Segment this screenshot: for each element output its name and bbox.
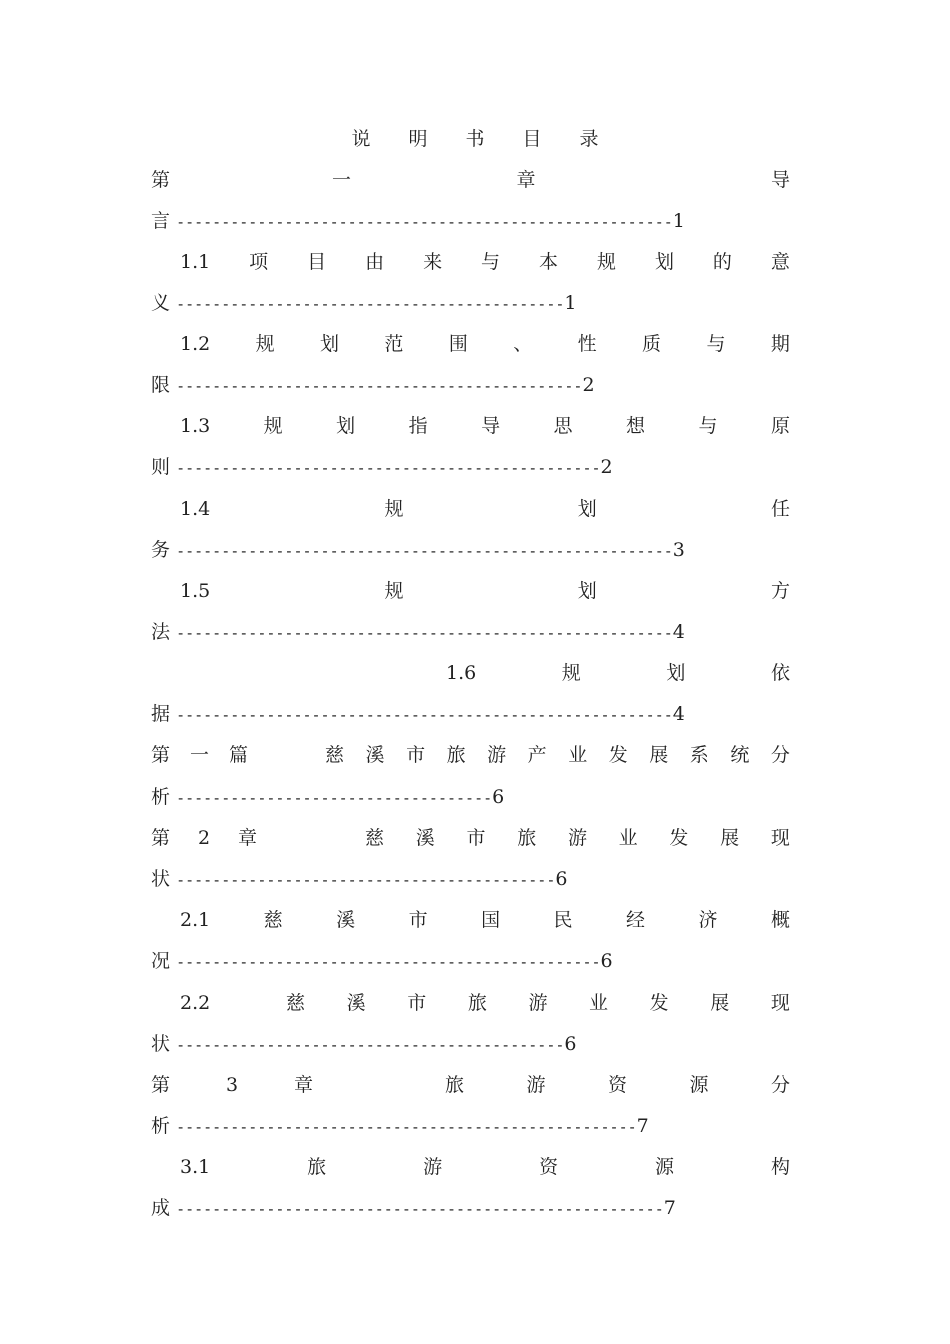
toc-dashes: ------------------------------------------------------- bbox=[176, 706, 673, 724]
toc-token: 统 bbox=[730, 744, 750, 766]
toc-token: 发 bbox=[608, 744, 628, 766]
toc-dashes: ------------------------------------------ bbox=[176, 871, 556, 889]
toc-page-number: 4 bbox=[672, 621, 685, 643]
toc-leader-line bbox=[151, 452, 613, 482]
toc-entry-chapter bbox=[151, 823, 790, 853]
toc-page-number: 6 bbox=[564, 1033, 577, 1055]
toc-token: 划 bbox=[577, 498, 597, 520]
toc-dashes: ----------------------------------- bbox=[176, 789, 493, 807]
toc-leader-line bbox=[151, 946, 613, 976]
toc-token: 指 bbox=[408, 415, 428, 437]
toc-dashes: ----------------------------------------------- bbox=[176, 953, 601, 971]
toc-token: 源 bbox=[655, 1156, 675, 1178]
toc-chapter-prefix bbox=[151, 823, 257, 853]
toc-token: 章 bbox=[237, 827, 257, 849]
toc-token: 法 bbox=[151, 621, 171, 643]
toc-entry bbox=[180, 494, 790, 524]
toc-page-number: 2 bbox=[600, 456, 613, 478]
toc-token: 性 bbox=[577, 333, 597, 355]
toc-token: 分 bbox=[770, 1074, 790, 1096]
toc-token: 资 bbox=[607, 1074, 627, 1096]
toc-token: 划 bbox=[336, 415, 356, 437]
toc-page-number: 1 bbox=[564, 292, 577, 314]
toc-token: 1.2 bbox=[180, 333, 211, 355]
toc-token: 义 bbox=[151, 292, 171, 314]
toc-token: 2 bbox=[197, 827, 211, 849]
toc-token: 目 bbox=[307, 251, 327, 273]
toc-token: 业 bbox=[568, 744, 588, 766]
toc-token: 国 bbox=[481, 909, 501, 931]
toc-token: 围 bbox=[448, 333, 468, 355]
toc-token: 发 bbox=[649, 992, 669, 1014]
toc-token: 第 bbox=[151, 827, 171, 849]
toc-chapter-title bbox=[445, 1070, 790, 1100]
toc-token: 期 bbox=[770, 333, 790, 355]
toc-token: 务 bbox=[151, 539, 171, 561]
toc-token: 划 bbox=[577, 580, 597, 602]
toc-token: 规 bbox=[263, 415, 283, 437]
toc-token: 导 bbox=[481, 415, 501, 437]
toc-token: 旅 bbox=[307, 1156, 327, 1178]
toc-leader-line bbox=[151, 206, 685, 236]
toc-leader-line bbox=[151, 617, 685, 647]
toc-token: 游 bbox=[423, 1156, 443, 1178]
document-title bbox=[0, 124, 950, 154]
toc-token: 第 bbox=[151, 169, 171, 191]
toc-token: 规 bbox=[384, 498, 404, 520]
toc-entry bbox=[180, 988, 790, 1018]
toc-dashes: --------------------------------------------- bbox=[176, 377, 583, 395]
toc-token: 旅 bbox=[445, 1074, 465, 1096]
toc-page-number: 2 bbox=[582, 374, 595, 396]
toc-token: 项 bbox=[249, 251, 269, 273]
toc-token: 慈 bbox=[286, 992, 306, 1014]
toc-token: 经 bbox=[626, 909, 646, 931]
toc-token: 原 bbox=[770, 415, 790, 437]
toc-token: 1.6 bbox=[446, 662, 477, 684]
toc-token: 2.2 bbox=[180, 992, 211, 1014]
toc-token: 现 bbox=[770, 992, 790, 1014]
toc-token: 划 bbox=[654, 251, 674, 273]
toc-entry-part bbox=[151, 740, 790, 770]
toc-token: 市 bbox=[407, 992, 427, 1014]
toc-token: 1.4 bbox=[180, 498, 211, 520]
toc-token: 慈 bbox=[365, 827, 385, 849]
toc-token: 慈 bbox=[263, 909, 283, 931]
toc-token: 现 bbox=[770, 827, 790, 849]
toc-token: 系 bbox=[689, 744, 709, 766]
toc-entry bbox=[180, 576, 790, 606]
toc-leader-line bbox=[151, 864, 567, 894]
toc-entry-chapter bbox=[151, 1070, 790, 1100]
toc-leader-line bbox=[151, 699, 685, 729]
toc-dashes: ------------------------------------------------------ bbox=[176, 1200, 664, 1218]
toc-token: 、 bbox=[513, 333, 533, 355]
toc-dashes: ----------------------------------------------- bbox=[176, 459, 601, 477]
toc-token: 济 bbox=[698, 909, 718, 931]
toc-token: 概 bbox=[770, 909, 790, 931]
toc-token: 1.1 bbox=[180, 251, 211, 273]
title-char: 目 bbox=[522, 128, 542, 150]
toc-token: 展 bbox=[649, 744, 669, 766]
toc-dashes: ------------------------------------------- bbox=[176, 295, 565, 313]
toc-token: 规 bbox=[596, 251, 616, 273]
toc-token: 限 bbox=[151, 374, 171, 396]
toc-token: 业 bbox=[589, 992, 609, 1014]
toc-token: 篇 bbox=[229, 744, 249, 766]
toc-part-prefix bbox=[151, 740, 248, 770]
toc-token: 本 bbox=[539, 251, 559, 273]
toc-token: 旅 bbox=[467, 992, 487, 1014]
toc-token: 与 bbox=[706, 333, 726, 355]
toc-token: 质 bbox=[642, 333, 662, 355]
toc-page-number: 1 bbox=[672, 210, 685, 232]
toc-token: 游 bbox=[567, 827, 587, 849]
toc-token: 与 bbox=[698, 415, 718, 437]
toc-token: 第 bbox=[151, 744, 171, 766]
toc-token: 3 bbox=[225, 1074, 239, 1096]
toc-token: 划 bbox=[666, 662, 686, 684]
toc-token: 言 bbox=[151, 210, 171, 232]
toc-token: 任 bbox=[770, 498, 790, 520]
toc-page-number: 6 bbox=[492, 786, 505, 808]
toc-token: 旅 bbox=[517, 827, 537, 849]
toc-token: 溪 bbox=[346, 992, 366, 1014]
title-char: 录 bbox=[579, 128, 599, 150]
toc-token: 民 bbox=[553, 909, 573, 931]
toc-dashes: ------------------------------------------------------- bbox=[176, 213, 673, 231]
toc-token: 慈 bbox=[325, 744, 345, 766]
toc-token: 依 bbox=[770, 662, 790, 684]
toc-chapter-prefix bbox=[151, 1070, 313, 1100]
toc-token: 章 bbox=[516, 169, 536, 191]
title-char: 明 bbox=[408, 128, 428, 150]
toc-leader-line bbox=[151, 1029, 576, 1059]
toc-token: 方 bbox=[770, 580, 790, 602]
toc-token: 一 bbox=[331, 169, 351, 191]
toc-entry-heading bbox=[151, 165, 790, 195]
toc-dashes: ------------------------------------------------------- bbox=[176, 542, 673, 560]
toc-entry bbox=[180, 1152, 790, 1182]
toc-page-number: 7 bbox=[636, 1115, 649, 1137]
toc-leader-line bbox=[151, 288, 576, 318]
toc-entry bbox=[180, 329, 790, 359]
toc-entry bbox=[180, 247, 790, 277]
toc-token: 第 bbox=[151, 1074, 171, 1096]
toc-token: 源 bbox=[689, 1074, 709, 1096]
toc-token: 况 bbox=[151, 950, 171, 972]
toc-token: 与 bbox=[481, 251, 501, 273]
toc-token: 据 bbox=[151, 703, 171, 725]
toc-leader-line bbox=[151, 370, 595, 400]
toc-token: 1.5 bbox=[180, 580, 211, 602]
toc-token: 市 bbox=[406, 744, 426, 766]
toc-token: 由 bbox=[365, 251, 385, 273]
toc-token: 游 bbox=[526, 1074, 546, 1096]
toc-entry bbox=[180, 905, 790, 935]
toc-token: 状 bbox=[151, 1033, 171, 1055]
toc-token: 意 bbox=[770, 251, 790, 273]
toc-token: 析 bbox=[151, 1115, 171, 1137]
toc-token: 析 bbox=[151, 786, 171, 808]
toc-token: 规 bbox=[384, 580, 404, 602]
toc-token: 范 bbox=[384, 333, 404, 355]
toc-token: 展 bbox=[720, 827, 740, 849]
toc-page-number: 7 bbox=[663, 1197, 676, 1219]
toc-token: 划 bbox=[320, 333, 340, 355]
toc-entry bbox=[446, 658, 790, 688]
toc-token: 成 bbox=[151, 1197, 171, 1219]
toc-page-number: 3 bbox=[672, 539, 685, 561]
toc-token: 发 bbox=[669, 827, 689, 849]
title-char: 说 bbox=[351, 128, 371, 150]
toc-token: 市 bbox=[408, 909, 428, 931]
toc-leader-line bbox=[151, 535, 685, 565]
toc-token: 游 bbox=[487, 744, 507, 766]
toc-token: 状 bbox=[151, 868, 171, 890]
toc-leader-line bbox=[151, 1111, 649, 1141]
toc-leader-line bbox=[151, 1193, 676, 1223]
toc-token: 来 bbox=[423, 251, 443, 273]
toc-token: 2.1 bbox=[180, 909, 211, 931]
toc-chapter-title bbox=[365, 823, 790, 853]
toc-dashes: --------------------------------------------------- bbox=[176, 1118, 637, 1136]
toc-token: 市 bbox=[466, 827, 486, 849]
toc-dashes: ------------------------------------------- bbox=[176, 1036, 565, 1054]
toc-heading-group bbox=[151, 165, 351, 195]
toc-token: 展 bbox=[710, 992, 730, 1014]
title-char: 书 bbox=[465, 128, 485, 150]
toc-token: 构 bbox=[770, 1156, 790, 1178]
toc-token: 溪 bbox=[415, 827, 435, 849]
toc-part-title bbox=[325, 740, 790, 770]
toc-token: 则 bbox=[151, 456, 171, 478]
toc-entry-title bbox=[286, 988, 790, 1018]
toc-token: 思 bbox=[553, 415, 573, 437]
toc-token: 分 bbox=[770, 744, 790, 766]
toc-token: 业 bbox=[618, 827, 638, 849]
toc-token: 章 bbox=[293, 1074, 313, 1096]
toc-page-number: 6 bbox=[555, 868, 568, 890]
toc-token: 想 bbox=[626, 415, 646, 437]
toc-token: 旅 bbox=[446, 744, 466, 766]
toc-token: 溪 bbox=[365, 744, 385, 766]
toc-token: 导 bbox=[770, 169, 790, 191]
toc-leader-line bbox=[151, 782, 504, 812]
toc-dashes: ------------------------------------------------------- bbox=[176, 624, 673, 642]
toc-page-number: 6 bbox=[600, 950, 613, 972]
toc-token: 规 bbox=[255, 333, 275, 355]
toc-entry bbox=[180, 411, 790, 441]
toc-token: 产 bbox=[527, 744, 547, 766]
toc-token: 一 bbox=[190, 744, 210, 766]
toc-token: 规 bbox=[561, 662, 581, 684]
toc-token: 1.3 bbox=[180, 415, 211, 437]
toc-token: 的 bbox=[712, 251, 732, 273]
toc-token: 溪 bbox=[336, 909, 356, 931]
toc-token: 游 bbox=[528, 992, 548, 1014]
toc-page-number: 4 bbox=[672, 703, 685, 725]
toc-token: 3.1 bbox=[180, 1156, 211, 1178]
toc-token: 资 bbox=[539, 1156, 559, 1178]
